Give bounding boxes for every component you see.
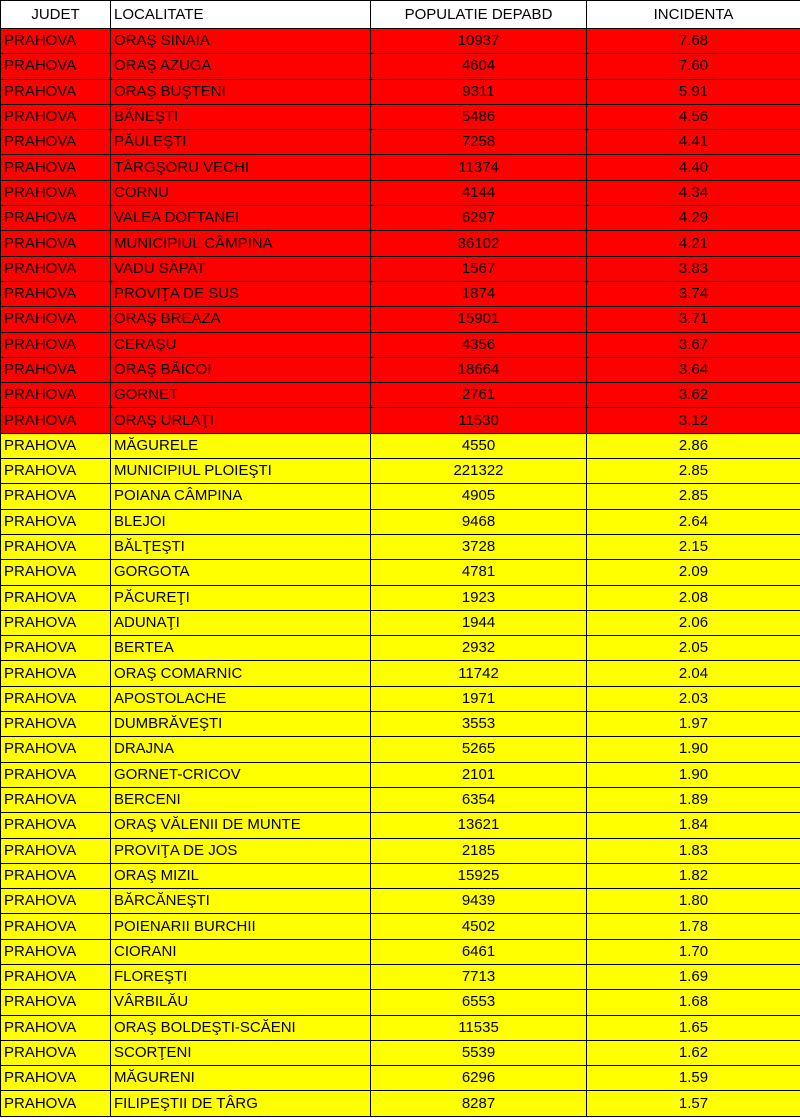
table-row	[1, 357, 800, 382]
incidenta-cell: 7.68	[587, 29, 800, 54]
judet-cell: PRAHOVA	[1, 964, 111, 989]
header-judet: JUDET	[1, 1, 111, 29]
table-row	[1, 256, 800, 281]
incidenta-cell: 2.06	[587, 610, 800, 635]
populatie-cell: 1971	[371, 686, 587, 711]
table-row	[1, 206, 800, 231]
judet-cell: PRAHOVA	[1, 534, 111, 559]
table-row	[1, 130, 800, 155]
incidenta-cell: 4.40	[587, 155, 800, 180]
populatie-cell: 7258	[371, 130, 587, 155]
judet-cell: PRAHOVA	[1, 484, 111, 509]
incidenta-cell: 4.34	[587, 180, 800, 205]
localitate-cell: PĂULEŞTI	[111, 130, 371, 155]
judet-cell: PRAHOVA	[1, 307, 111, 332]
localitate-cell: ADUNAŢI	[111, 610, 371, 635]
localitate-cell: MUNICIPIUL PLOIEŞTI	[111, 459, 371, 484]
incidenta-cell: 4.21	[587, 231, 800, 256]
judet-cell: PRAHOVA	[1, 104, 111, 129]
localitate-cell: TÂRGŞORU VECHI	[111, 155, 371, 180]
judet-cell: PRAHOVA	[1, 914, 111, 939]
incidenta-cell: 1.78	[587, 914, 800, 939]
localitate-cell: ORAŞ MIZIL	[111, 863, 371, 888]
localitate-cell: ORAŞ URLAŢI	[111, 408, 371, 433]
populatie-cell: 4604	[371, 54, 587, 79]
table-body	[1, 29, 800, 1117]
populatie-cell: 1567	[371, 256, 587, 281]
table-row	[1, 1040, 800, 1065]
judet-cell: PRAHOVA	[1, 762, 111, 787]
judet-cell: PRAHOVA	[1, 408, 111, 433]
incidenta-cell: 1.97	[587, 712, 800, 737]
incidenta-cell: 3.71	[587, 307, 800, 332]
judet-cell: PRAHOVA	[1, 1066, 111, 1091]
populatie-cell: 3553	[371, 712, 587, 737]
populatie-cell: 9439	[371, 889, 587, 914]
populatie-cell: 7713	[371, 964, 587, 989]
table-row	[1, 787, 800, 812]
populatie-cell: 4356	[371, 332, 587, 357]
judet-cell: PRAHOVA	[1, 712, 111, 737]
localitate-cell: CIORANI	[111, 939, 371, 964]
localitate-cell: FILIPEŞTII DE TÂRG	[111, 1091, 371, 1116]
incidenta-cell: 2.08	[587, 585, 800, 610]
incidenta-cell: 2.86	[587, 433, 800, 458]
populatie-cell: 5486	[371, 104, 587, 129]
populatie-cell: 11530	[371, 408, 587, 433]
incidenta-cell: 2.85	[587, 484, 800, 509]
incidenta-cell: 2.04	[587, 661, 800, 686]
localitate-cell: ORAŞ BREAZA	[111, 307, 371, 332]
header-localitate: LOCALITATE	[111, 1, 371, 29]
incidenta-cell: 2.64	[587, 509, 800, 534]
table-row	[1, 231, 800, 256]
populatie-cell: 1923	[371, 585, 587, 610]
judet-cell: PRAHOVA	[1, 79, 111, 104]
populatie-cell: 1874	[371, 281, 587, 306]
incidenta-cell: 1.65	[587, 1015, 800, 1040]
populatie-cell: 10937	[371, 29, 587, 54]
table-row	[1, 964, 800, 989]
table-row	[1, 737, 800, 762]
judet-cell: PRAHOVA	[1, 180, 111, 205]
table-row	[1, 762, 800, 787]
table-row	[1, 534, 800, 559]
judet-cell: PRAHOVA	[1, 610, 111, 635]
localitate-cell: VALEA DOFTANEI	[111, 206, 371, 231]
incidenta-cell: 3.83	[587, 256, 800, 281]
incidenta-cell: 3.12	[587, 408, 800, 433]
incidenta-cell: 1.62	[587, 1040, 800, 1065]
table-row	[1, 509, 800, 534]
judet-cell: PRAHOVA	[1, 256, 111, 281]
judet-cell: PRAHOVA	[1, 357, 111, 382]
localitate-cell: ORAŞ VĂLENII DE MUNTE	[111, 813, 371, 838]
table-row	[1, 79, 800, 104]
localitate-cell: GORNET-CRICOV	[111, 762, 371, 787]
table-row	[1, 610, 800, 635]
header-incidenta: INCIDENTA	[587, 1, 800, 29]
judet-cell: PRAHOVA	[1, 939, 111, 964]
populatie-cell: 2101	[371, 762, 587, 787]
populatie-cell: 9468	[371, 509, 587, 534]
judet-cell: PRAHOVA	[1, 560, 111, 585]
populatie-cell: 6553	[371, 990, 587, 1015]
incidenta-cell: 2.85	[587, 459, 800, 484]
table-row	[1, 29, 800, 54]
incidenta-cell: 1.69	[587, 964, 800, 989]
judet-cell: PRAHOVA	[1, 383, 111, 408]
localitate-cell: DUMBRĂVEŞTI	[111, 712, 371, 737]
incidenta-cell: 3.67	[587, 332, 800, 357]
table-row	[1, 459, 800, 484]
localitate-cell: ORAŞ AZUGA	[111, 54, 371, 79]
localitate-cell: CERAŞU	[111, 332, 371, 357]
localitate-cell: GORGOTA	[111, 560, 371, 585]
populatie-cell: 4550	[371, 433, 587, 458]
table-row	[1, 104, 800, 129]
localitate-cell: ORAŞ SINAIA	[111, 29, 371, 54]
localitate-cell: PĂCUREŢI	[111, 585, 371, 610]
incidenta-cell: 1.80	[587, 889, 800, 914]
table-row	[1, 914, 800, 939]
table-row	[1, 560, 800, 585]
incidenta-cell: 1.83	[587, 838, 800, 863]
judet-cell: PRAHOVA	[1, 54, 111, 79]
judet-cell: PRAHOVA	[1, 281, 111, 306]
incidenta-cell: 1.90	[587, 737, 800, 762]
populatie-cell: 2185	[371, 838, 587, 863]
judet-cell: PRAHOVA	[1, 787, 111, 812]
localitate-cell: VÂRBILĂU	[111, 990, 371, 1015]
incidenta-cell: 1.70	[587, 939, 800, 964]
localitate-cell: POIANA CÂMPINA	[111, 484, 371, 509]
judet-cell: PRAHOVA	[1, 1091, 111, 1116]
incidenta-cell: 3.64	[587, 357, 800, 382]
table-row	[1, 54, 800, 79]
table-row	[1, 636, 800, 661]
incidenta-cell: 2.05	[587, 636, 800, 661]
populatie-cell: 9311	[371, 79, 587, 104]
table-row	[1, 1091, 800, 1116]
judet-cell: PRAHOVA	[1, 990, 111, 1015]
localitate-cell: ORAŞ COMARNIC	[111, 661, 371, 686]
incidenta-cell: 1.89	[587, 787, 800, 812]
localitate-cell: APOSTOLACHE	[111, 686, 371, 711]
localitate-cell: BĂRCĂNEŞTI	[111, 889, 371, 914]
header-populatie: POPULATIE DEPABD	[371, 1, 587, 29]
incidenta-cell: 4.29	[587, 206, 800, 231]
table-row	[1, 838, 800, 863]
populatie-cell: 6461	[371, 939, 587, 964]
populatie-cell: 15901	[371, 307, 587, 332]
judet-cell: PRAHOVA	[1, 889, 111, 914]
table-row	[1, 686, 800, 711]
localitate-cell: CORNU	[111, 180, 371, 205]
populatie-cell: 36102	[371, 231, 587, 256]
populatie-cell: 13621	[371, 813, 587, 838]
incidenta-cell: 1.90	[587, 762, 800, 787]
populatie-cell: 6354	[371, 787, 587, 812]
table-row	[1, 307, 800, 332]
table-row	[1, 813, 800, 838]
incidenta-cell: 1.68	[587, 990, 800, 1015]
table-row	[1, 889, 800, 914]
table-row	[1, 484, 800, 509]
judet-cell: PRAHOVA	[1, 29, 111, 54]
table-row	[1, 585, 800, 610]
table-row	[1, 939, 800, 964]
table-row	[1, 661, 800, 686]
table-row	[1, 155, 800, 180]
localitate-cell: MUNICIPIUL CÂMPINA	[111, 231, 371, 256]
populatie-cell: 2761	[371, 383, 587, 408]
populatie-cell: 4905	[371, 484, 587, 509]
header-row	[1, 1, 800, 29]
localitate-cell: MĂGURENI	[111, 1066, 371, 1091]
localitate-cell: MĂGURELE	[111, 433, 371, 458]
table-row	[1, 383, 800, 408]
populatie-cell: 4781	[371, 560, 587, 585]
localitate-cell: SCORŢENI	[111, 1040, 371, 1065]
localitate-cell: PROVIŢA DE JOS	[111, 838, 371, 863]
populatie-cell: 2932	[371, 636, 587, 661]
localitate-cell: BLEJOI	[111, 509, 371, 534]
populatie-cell: 6296	[371, 1066, 587, 1091]
judet-cell: PRAHOVA	[1, 433, 111, 458]
incidenta-cell: 4.56	[587, 104, 800, 129]
incidenta-cell: 2.15	[587, 534, 800, 559]
judet-cell: PRAHOVA	[1, 863, 111, 888]
incidenta-cell: 2.03	[587, 686, 800, 711]
incidenta-cell: 3.74	[587, 281, 800, 306]
localitate-cell: PROVIŢA DE SUS	[111, 281, 371, 306]
localitate-cell: VADU SĂPAT	[111, 256, 371, 281]
populatie-cell: 221322	[371, 459, 587, 484]
localitate-cell: BERCENI	[111, 787, 371, 812]
localitate-cell: BERTEA	[111, 636, 371, 661]
populatie-cell: 15925	[371, 863, 587, 888]
judet-cell: PRAHOVA	[1, 737, 111, 762]
judet-cell: PRAHOVA	[1, 636, 111, 661]
localitate-cell: ORAŞ BĂICOI	[111, 357, 371, 382]
localitate-cell: FLOREŞTI	[111, 964, 371, 989]
judet-cell: PRAHOVA	[1, 1015, 111, 1040]
judet-cell: PRAHOVA	[1, 509, 111, 534]
judet-cell: PRAHOVA	[1, 1040, 111, 1065]
populatie-cell: 18664	[371, 357, 587, 382]
populatie-cell: 11535	[371, 1015, 587, 1040]
localitate-cell: BĂLŢEŞTI	[111, 534, 371, 559]
localitate-cell: ORAŞ BUŞTENI	[111, 79, 371, 104]
populatie-cell: 4144	[371, 180, 587, 205]
populatie-cell: 6297	[371, 206, 587, 231]
populatie-cell: 11742	[371, 661, 587, 686]
judet-cell: PRAHOVA	[1, 686, 111, 711]
table-row	[1, 332, 800, 357]
incidenta-cell: 5.91	[587, 79, 800, 104]
populatie-cell: 3728	[371, 534, 587, 559]
judet-cell: PRAHOVA	[1, 206, 111, 231]
table-row	[1, 863, 800, 888]
populatie-cell: 1944	[371, 610, 587, 635]
populatie-cell: 11374	[371, 155, 587, 180]
table-row	[1, 1066, 800, 1091]
localitate-cell: BĂNEŞTI	[111, 104, 371, 129]
judet-cell: PRAHOVA	[1, 332, 111, 357]
localitate-cell: POIENARII BURCHII	[111, 914, 371, 939]
table-row	[1, 408, 800, 433]
incidenta-cell: 1.59	[587, 1066, 800, 1091]
judet-cell: PRAHOVA	[1, 459, 111, 484]
localitate-cell: ORAŞ BOLDEŞTI-SCĂENI	[111, 1015, 371, 1040]
incidenta-cell: 1.57	[587, 1091, 800, 1116]
table-row	[1, 1015, 800, 1040]
judet-cell: PRAHOVA	[1, 813, 111, 838]
incidenta-cell: 3.62	[587, 383, 800, 408]
incidenta-cell: 1.84	[587, 813, 800, 838]
judet-cell: PRAHOVA	[1, 130, 111, 155]
table-row	[1, 180, 800, 205]
incidenta-cell: 1.82	[587, 863, 800, 888]
incidenta-cell: 2.09	[587, 560, 800, 585]
localitate-cell: DRAJNA	[111, 737, 371, 762]
table-row	[1, 712, 800, 737]
populatie-cell: 8287	[371, 1091, 587, 1116]
populatie-cell: 4502	[371, 914, 587, 939]
table-row	[1, 433, 800, 458]
incidenta-cell: 7.60	[587, 54, 800, 79]
table-row	[1, 281, 800, 306]
judet-cell: PRAHOVA	[1, 155, 111, 180]
table-row	[1, 990, 800, 1015]
judet-cell: PRAHOVA	[1, 838, 111, 863]
judet-cell: PRAHOVA	[1, 231, 111, 256]
judet-cell: PRAHOVA	[1, 585, 111, 610]
incidenta-cell: 4.41	[587, 130, 800, 155]
judet-cell: PRAHOVA	[1, 661, 111, 686]
populatie-cell: 5539	[371, 1040, 587, 1065]
populatie-cell: 5265	[371, 737, 587, 762]
localitate-cell: GORNET	[111, 383, 371, 408]
